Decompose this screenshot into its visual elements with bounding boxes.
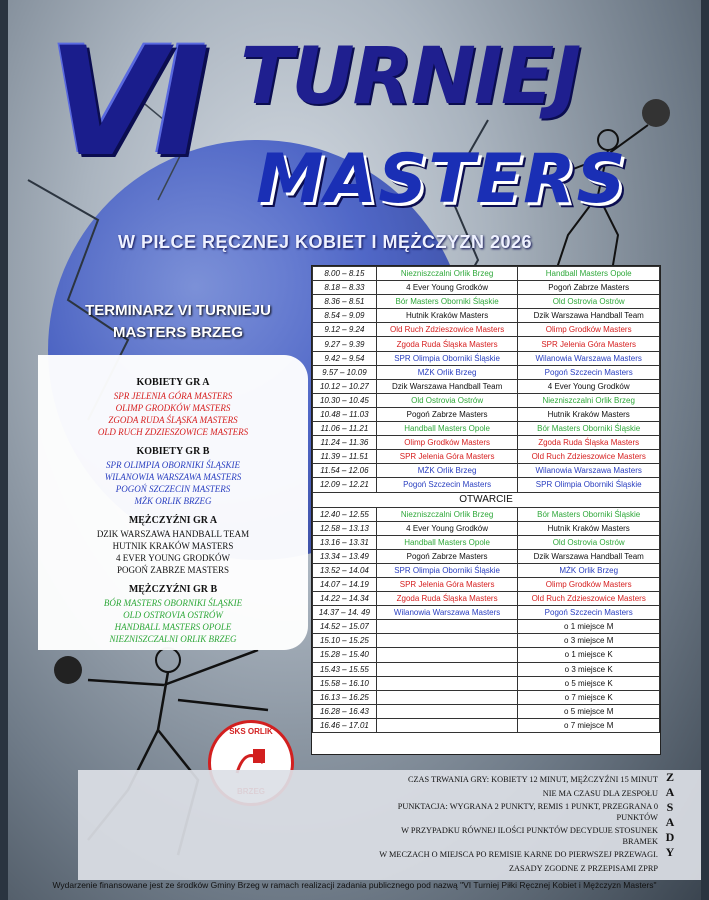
group-team: DZIK WARSZAWA HANDBALL TEAM	[96, 529, 250, 539]
match-time: 12.40 – 12.55	[313, 507, 377, 521]
team-a	[376, 704, 518, 718]
match-time: 8.36 – 8.51	[313, 295, 377, 309]
schedule-row	[313, 351, 660, 365]
group-team: HUTNIK KRAKÓW MASTERS	[112, 541, 234, 551]
group-block	[38, 584, 308, 645]
match-time: 11.39 – 11.51	[313, 450, 377, 464]
team-b: Handball Masters Opole	[518, 267, 660, 281]
team-b: Old Ruch Zdzieszowice Masters	[518, 592, 660, 606]
team-a: Pogoń Szczecin Masters	[376, 478, 518, 492]
group-block	[38, 355, 308, 438]
title-vi: VI	[48, 16, 200, 190]
schedule-row	[313, 464, 660, 478]
match-time: 10.48 – 11.03	[313, 407, 377, 421]
schedule-row	[313, 521, 660, 535]
zasady-letter: D	[665, 830, 675, 844]
schedule-row	[313, 450, 660, 464]
zasady-letter: Z	[665, 770, 674, 784]
schedule-row	[313, 436, 660, 450]
match-time: 9.42 – 9.54	[313, 351, 377, 365]
group-team: MŻK ORLIK BRZEG	[134, 496, 212, 506]
match-time: 8.54 – 9.09	[313, 309, 377, 323]
zasady-letter: A	[665, 815, 675, 829]
rule-item: W PRZYPADKU RÓWNEJ ILOŚCI PUNKTÓW DECYDUJE STOSUNEK BRAMEK	[401, 826, 658, 846]
group-title: MĘŻCZYŹNI GR B	[128, 584, 218, 595]
team-b: o 1 miejsce M	[518, 620, 660, 634]
match-time: 16.46 – 17.01	[313, 718, 377, 732]
otwarcie-row	[313, 492, 660, 507]
team-a: Old Ruch Zdzieszowice Masters	[376, 323, 518, 337]
match-time: 12.58 – 13.13	[313, 521, 377, 535]
group-team: OLD RUCH ZDZIESZOWICE MASTERS	[97, 427, 249, 437]
schedule-row	[313, 648, 660, 662]
team-b: Hutnik Kraków Masters	[518, 521, 660, 535]
schedule-row	[313, 690, 660, 704]
match-time: 14.37 – 14. 49	[313, 606, 377, 620]
match-time: 11.06 – 11.21	[313, 422, 377, 436]
terminarz-heading	[48, 300, 308, 344]
zasady-letter: S	[666, 800, 674, 814]
schedule-row	[313, 704, 660, 718]
team-b: SPR Jelenia Góra Masters	[518, 337, 660, 351]
group-team: OLD OSTROVIA OSTRÓW	[123, 610, 223, 620]
team-b: o 5 miejsce M	[518, 704, 660, 718]
team-a	[376, 620, 518, 634]
match-time: 13.16 – 13.31	[313, 535, 377, 549]
match-time: 14.52 – 15.07	[313, 620, 377, 634]
schedule-row	[313, 662, 660, 676]
schedule-row	[313, 295, 660, 309]
team-a: 4 Ever Young Grodków	[376, 281, 518, 295]
title-masters: MASTERS	[256, 140, 627, 219]
team-b: Olimp Grodków Masters	[518, 577, 660, 591]
match-time: 15.28 – 15.40	[313, 648, 377, 662]
schedule-row	[313, 676, 660, 690]
match-time: 15.58 – 16.10	[313, 676, 377, 690]
group-team: POGOŃ ZABRZE MASTERS	[116, 565, 229, 575]
team-b: Niezniszczalni Orlik Brzeg	[518, 393, 660, 407]
team-b: Pogoń Zabrze Masters	[518, 281, 660, 295]
team-b: Old Ostrovia Ostrów	[518, 295, 660, 309]
schedule-row	[313, 549, 660, 563]
team-a: Niezniszczalni Orlik Brzeg	[376, 507, 518, 521]
schedule-row	[313, 620, 660, 634]
team-a: Olimp Grodków Masters	[376, 436, 518, 450]
schedule-row	[313, 422, 660, 436]
terminarz-line1: TERMINARZ VI TURNIEJU	[85, 302, 271, 319]
team-a: SPR Jelenia Góra Masters	[376, 577, 518, 591]
schedule-row	[313, 337, 660, 351]
group-title: KOBIETY GR A	[136, 377, 210, 388]
poster	[8, 0, 701, 900]
team-b: Pogoń Szczecin Masters	[518, 365, 660, 379]
team-a: 4 Ever Young Grodków	[376, 521, 518, 535]
schedule-row	[313, 281, 660, 295]
team-a	[376, 648, 518, 662]
schedule-row	[313, 507, 660, 521]
team-a: Handball Masters Opole	[376, 535, 518, 549]
match-time: 12.09 – 12.21	[313, 478, 377, 492]
rule-item: CZAS TRWANIA GRY: KOBIETY 12 MINUT, MĘŻCZYŹNI 15 MINUT	[407, 775, 658, 784]
match-time: 11.54 – 12.06	[313, 464, 377, 478]
schedule-row	[313, 535, 660, 549]
schedule-table	[311, 265, 661, 755]
group-team: POGOŃ SZCZECIN MASTERS	[115, 484, 231, 494]
schedule-row	[313, 718, 660, 732]
team-a: Old Ostrovia Ostrów	[376, 393, 518, 407]
match-time: 16.13 – 16.25	[313, 690, 377, 704]
title-turniej: TURNIEJ	[240, 32, 580, 122]
match-time: 14.22 – 14.34	[313, 592, 377, 606]
match-time: 15.43 – 15.55	[313, 662, 377, 676]
team-b: o 7 miejsce M	[518, 718, 660, 732]
team-a: Handball Masters Opole	[376, 422, 518, 436]
group-team: NIEZNISZCZALNI ORLIK BRZEG	[109, 634, 237, 644]
team-b: o 3 miejsce K	[518, 662, 660, 676]
team-a	[376, 662, 518, 676]
group-team: WILANOWIA WARSZAWA MASTERS	[104, 472, 242, 482]
team-b: Hutnik Kraków Masters	[518, 407, 660, 421]
team-a	[376, 634, 518, 648]
team-b: Dzik Warszawa Handball Team	[518, 309, 660, 323]
schedule-row	[313, 592, 660, 606]
match-time: 13.34 – 13.49	[313, 549, 377, 563]
team-a: Zgoda Ruda Śląska Masters	[376, 337, 518, 351]
team-a: Hutnik Kraków Masters	[376, 309, 518, 323]
schedule-row	[313, 323, 660, 337]
team-a: MŻK Orlik Brzeg	[376, 365, 518, 379]
match-time: 10.30 – 10.45	[313, 393, 377, 407]
team-a: Bór Masters Oborniki Śląskie	[376, 295, 518, 309]
group-title: MĘŻCZYŹNI GR A	[128, 515, 218, 526]
otwarcie-label: OTWARCIE	[313, 492, 660, 507]
schedule-row	[313, 577, 660, 591]
schedule-row	[313, 267, 660, 281]
group-team: OLIMP GRODKÓW MASTERS	[115, 403, 231, 413]
team-b: MŻK Orlik Brzeg	[518, 563, 660, 577]
team-b: Wilanowia Warszawa Masters	[518, 464, 660, 478]
logo-text-top: SKS ORLIK	[229, 727, 273, 736]
groups-panel	[38, 355, 308, 650]
schedule-row	[313, 478, 660, 492]
footer-funding-note: Wydarzenie finansowane jest ze środków Gminy Brzeg w ramach realizacji zadania publicznego pod nazwą "VI Turniej Piłki Ręcznej Kobiet i Mężczyzn Masters"	[52, 880, 657, 890]
team-b: o 3 miejsce M	[518, 634, 660, 648]
schedule-row	[313, 309, 660, 323]
zasady-letter: Y	[665, 845, 675, 859]
schedule-row	[313, 606, 660, 620]
team-b: Dzik Warszawa Handball Team	[518, 549, 660, 563]
match-time: 15.10 – 15.25	[313, 634, 377, 648]
team-a: SPR Jelenia Góra Masters	[376, 450, 518, 464]
team-a: Dzik Warszawa Handball Team	[376, 379, 518, 393]
group-title: KOBIETY GR B	[136, 446, 210, 457]
team-a	[376, 718, 518, 732]
rules-list	[378, 775, 658, 877]
group-team: HANDBALL MASTERS OPOLE	[114, 622, 232, 632]
schedule-row	[313, 365, 660, 379]
team-a	[376, 690, 518, 704]
team-b: Olimp Grodków Masters	[518, 323, 660, 337]
team-a	[376, 676, 518, 690]
match-time: 16.28 – 16.43	[313, 704, 377, 718]
team-b: Old Ruch Zdzieszowice Masters	[518, 450, 660, 464]
team-a: SPR Olimpia Oborniki Śląskie	[376, 563, 518, 577]
team-a: Pogoń Zabrze Masters	[376, 549, 518, 563]
schedule-row	[313, 407, 660, 421]
group-block	[38, 446, 308, 507]
rule-item: PUNKTACJA: WYGRANA 2 PUNKTY, REMIS 1 PUNKT, PRZEGRANA 0 PUNKTÓW	[397, 802, 658, 822]
group-team: ZGODA RUDA ŚLĄSKA MASTERS	[108, 415, 238, 425]
match-time: 14.07 – 14.19	[313, 577, 377, 591]
subtitle: W PIŁCE RĘCZNEJ KOBIET I MĘŻCZYZN 2026	[118, 232, 533, 252]
team-b: 4 Ever Young Grodków	[518, 379, 660, 393]
team-b: Old Ostrovia Ostrów	[518, 535, 660, 549]
team-a: Niezniszczalni Orlik Brzeg	[376, 267, 518, 281]
team-a: Pogoń Zabrze Masters	[376, 407, 518, 421]
rule-item: W MECZACH O MIEJSCA PO REMISIE KARNE DO PIERWSZEJ PRZEWAGI.	[379, 850, 658, 859]
team-b: Wilanowia Warszawa Masters	[518, 351, 660, 365]
group-team: SPR JELENIA GÓRA MASTERS	[113, 391, 233, 401]
match-time: 9.27 – 9.39	[313, 337, 377, 351]
terminarz-line2: MASTERS BRZEG	[112, 324, 243, 341]
schedule-row	[313, 393, 660, 407]
team-b: Pogoń Szczecin Masters	[518, 606, 660, 620]
match-time: 13.52 – 14.04	[313, 563, 377, 577]
team-b: o 1 miejsce K	[518, 648, 660, 662]
schedule-row	[313, 563, 660, 577]
group-team: BÓR MASTERS OBORNIKI ŚLĄSKIE	[103, 598, 243, 608]
group-team: SPR OLIMPIA OBORNIKI ŚLĄSKIE	[105, 460, 241, 470]
rule-item: NIE MA CZASU DLA ZESPOŁU	[542, 788, 658, 798]
match-time: 8.00 – 8.15	[313, 267, 377, 281]
team-b: SPR Olimpia Oborniki Śląskie	[518, 478, 660, 492]
team-b: o 5 miejsce K	[518, 676, 660, 690]
rule-item: ZASADY ZGODNE Z PRZEPISAMI ZPRP	[508, 863, 658, 873]
team-a: MŻK Orlik Brzeg	[376, 464, 518, 478]
team-b: Zgoda Ruda Śląska Masters	[518, 436, 660, 450]
schedule-row	[313, 379, 660, 393]
zasady-letter: A	[665, 785, 675, 799]
team-b: Bór Masters Oborniki Śląskie	[518, 507, 660, 521]
match-time: 9.12 – 9.24	[313, 323, 377, 337]
zasady-vertical-label	[662, 770, 678, 860]
group-block	[38, 515, 308, 576]
team-b: Bór Masters Oborniki Śląskie	[518, 422, 660, 436]
match-time: 11.24 – 11.36	[313, 436, 377, 450]
team-a: Wilanowia Warszawa Masters	[376, 606, 518, 620]
match-time: 8.18 – 8.33	[313, 281, 377, 295]
schedule-row	[313, 634, 660, 648]
team-b: o 7 miejsce K	[518, 690, 660, 704]
team-a: Zgoda Ruda Śląska Masters	[376, 592, 518, 606]
group-team: 4 EVER YOUNG GRODKÓW	[116, 553, 230, 563]
match-time: 9.57 – 10.09	[313, 365, 377, 379]
team-a: SPR Olimpia Oborniki Śląskie	[376, 351, 518, 365]
match-time: 10.12 – 10.27	[313, 379, 377, 393]
